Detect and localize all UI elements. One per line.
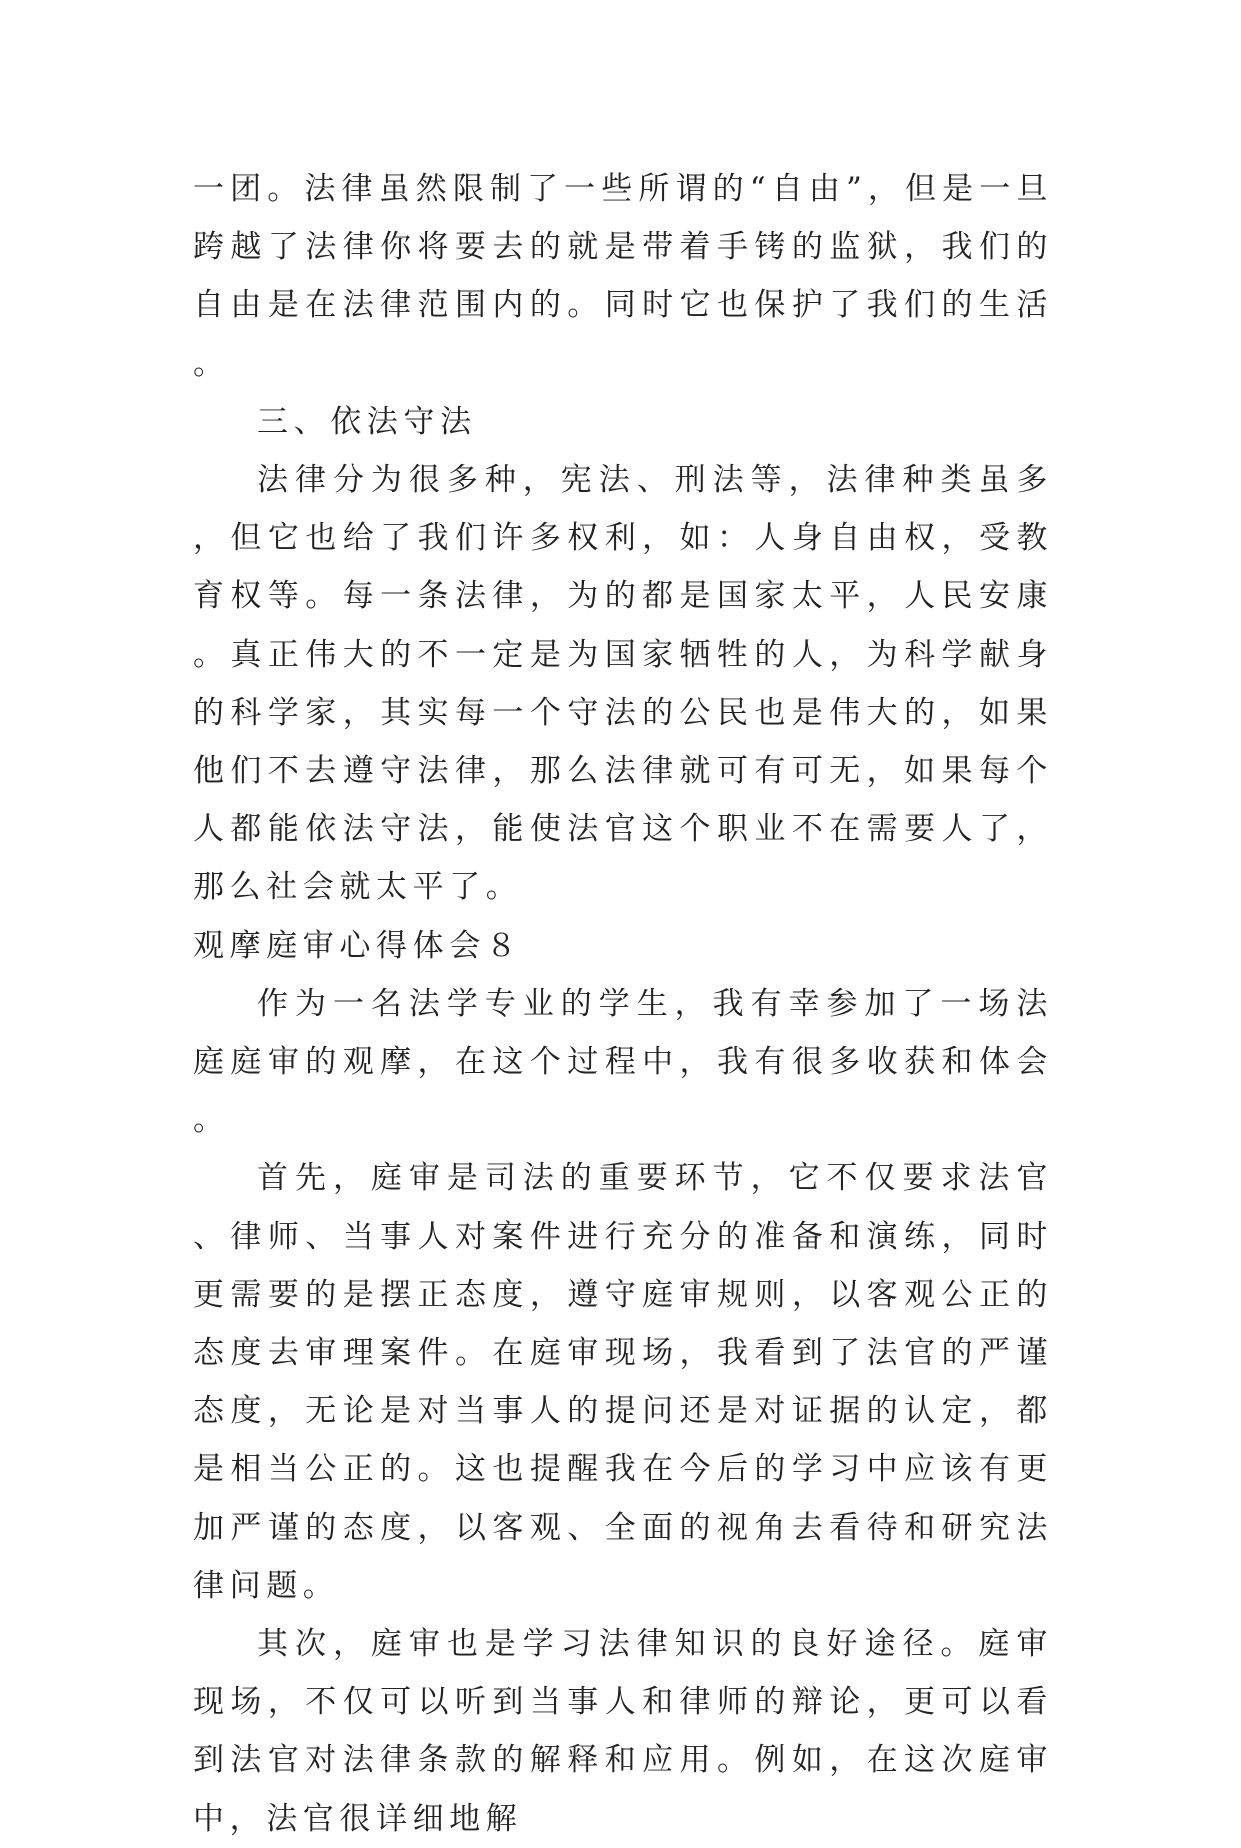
paragraph-law-rights: 法律分为很多种，宪法、刑法等，法律种类虽多，但它也给了我们许多权利，如：人身自由权，受教育权等。每一条法律，为的都是国家太平，人民安康。真正伟大的不一定是为国家牺牲的人，为科学献身的科学家，其实每一个守法的公民也是伟大的，如果他们不去遵守法律，那么法律就可有可无，如果每个人都能依法守法，能使法官这个职业不在需要人了，那么社会就太平了。	[193, 462, 1053, 906]
essay-title-8: 观摩庭审心得体会８	[193, 927, 523, 964]
section-heading-3: 三、依法守法	[257, 403, 477, 440]
paragraph-first: 首先，庭审是司法的重要环节，它不仅要求法官、律师、当事人对案件进行充分的准备和演练，同时更需要的是摆正态度，遵守庭审规则，以客观公正的态度去审理案件。在庭审现场，我看到了法官的严谨态度，无论是对当事人的提问还是对证据的认定，都是相当公正的。这也提醒我在今后的学习中应该有更加严谨的态度，以客观、全面的视角去看待和研究法律问题。	[193, 1160, 1053, 1604]
paragraph-continuation: 一团。法律虽然限制了一些所谓的“自由”，但是一旦跨越了法律你将要去的就是带着手铐的监狱，我们的自由是在法律范围内的。同时它也保护了我们的生活。	[193, 171, 1053, 382]
document-body	[193, 160, 1053, 1848]
paragraph-second: 其次，庭审也是学习法律知识的良好途径。庭审现场，不仅可以听到当事人和律师的辩论，更可以看到法官对法律条款的解释和应用。例如，在这次庭审中，法官很详细地解	[193, 1626, 1053, 1837]
paragraph-intro: 作为一名法学专业的学生，我有幸参加了一场法庭庭审的观摩，在这个过程中，我有很多收获和体会。	[193, 985, 1053, 1139]
